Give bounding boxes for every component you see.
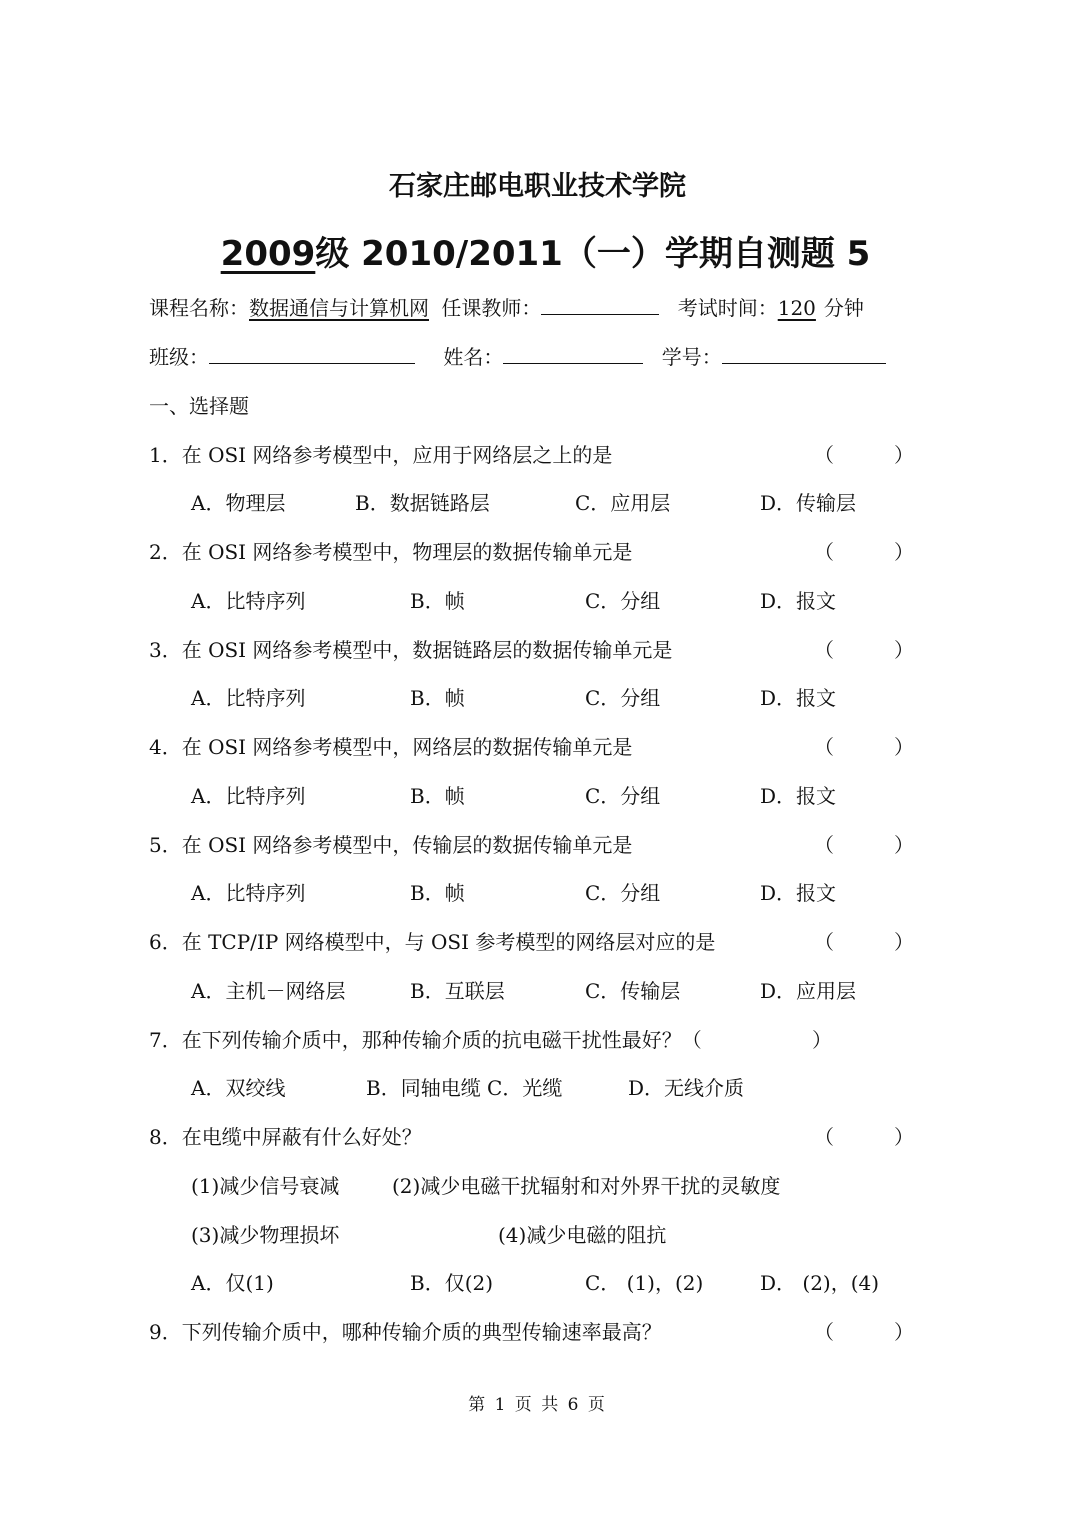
q8-item-3: (3)减少物理损坏 [191, 1223, 340, 1247]
name-label: 姓名： [443, 345, 504, 369]
question-1-stem: 1．在 OSI 网络参考模型中，应用于网络层之上的是 [149, 443, 613, 467]
q2-option-d[interactable]: D．报文 [760, 589, 837, 613]
id-blank[interactable] [722, 345, 886, 364]
q2-option-a[interactable]: A．比特序列 [191, 589, 306, 613]
section-title: 一、选择题 [149, 394, 249, 418]
q5-option-b[interactable]: B．帧 [410, 881, 465, 905]
answer-paren-close: ） [894, 443, 914, 467]
id-label: 学号： [661, 345, 722, 369]
question-6-stem: 6．在 TCP/IP 网络模型中，与 OSI 参考模型的网络层对应的是 [149, 930, 716, 954]
answer-paren-open: （ [814, 443, 834, 467]
q4-option-c[interactable]: C．分组 [585, 784, 661, 808]
school-name: 石家庄邮电职业技术学院 [389, 171, 686, 202]
q4-option-a[interactable]: A．比特序列 [191, 784, 306, 808]
course-info-line [149, 292, 864, 321]
q7-option-d[interactable]: D．无线介质 [628, 1076, 745, 1100]
q3-option-c[interactable]: C．分组 [585, 686, 661, 710]
q7-option-a[interactable]: A．双绞线 [191, 1076, 286, 1100]
q5-option-c[interactable]: C．分组 [585, 881, 661, 905]
exam-title [0, 226, 1075, 275]
question-5-stem: 5．在 OSI 网络参考模型中，传输层的数据传输单元是 [149, 833, 633, 857]
answer-paren-open: （ [814, 735, 834, 759]
answer-paren-close: ） [894, 833, 914, 857]
answer-paren-close: ） [894, 540, 914, 564]
q3-option-d[interactable]: D．报文 [760, 686, 837, 710]
class-label: 班级： [149, 345, 209, 369]
q8-item-1: (1)减少信号衰减 [191, 1174, 340, 1198]
time-label: 考试时间： [677, 296, 778, 320]
time-value: 120 [777, 296, 816, 320]
q3-option-b[interactable]: B．帧 [410, 686, 465, 710]
page-number: 第 1 页 共 6 页 [468, 1395, 607, 1415]
question-9-stem: 9．下列传输介质中，哪种传输介质的典型传输速率最高？ [149, 1320, 662, 1344]
q4-option-d[interactable]: D．报文 [760, 784, 837, 808]
answer-paren-close: ） [894, 1320, 914, 1344]
q8-item-4: (4)减少电磁的阻抗 [498, 1223, 667, 1247]
course-value: 数据通信与计算机网 [249, 296, 429, 320]
exam-title-rest: 级 2010/2011（一）学期自测题 5 [315, 234, 871, 274]
q1-option-c[interactable]: C．应用层 [575, 491, 671, 515]
q8-option-c[interactable]: C． (1)，(2) [585, 1271, 704, 1295]
q2-option-c[interactable]: C．分组 [585, 589, 661, 613]
answer-paren-open: （ [814, 638, 834, 662]
question-2-stem: 2．在 OSI 网络参考模型中，物理层的数据传输单元是 [149, 540, 633, 564]
answer-paren-open: （ [814, 833, 834, 857]
time-unit: 分钟 [823, 296, 864, 320]
q3-option-a[interactable]: A．比特序列 [191, 686, 306, 710]
q6-option-b[interactable]: B．互联层 [410, 979, 505, 1003]
exam-grade: 2009 [220, 234, 316, 274]
question-3-stem: 3．在 OSI 网络参考模型中，数据链路层的数据传输单元是 [149, 638, 673, 662]
answer-paren-close: ） [894, 735, 914, 759]
question-8-stem: 8．在电缆中屏蔽有什么好处？ [149, 1125, 422, 1149]
class-blank[interactable] [209, 345, 415, 364]
q8-option-d[interactable]: D． (2)，(4) [760, 1271, 880, 1295]
q4-option-b[interactable]: B．帧 [410, 784, 465, 808]
answer-paren-open: （ [814, 930, 834, 954]
answer-paren-open: （ [814, 540, 834, 564]
q1-option-a[interactable]: A．物理层 [191, 491, 286, 515]
answer-paren-close: ） [894, 1125, 914, 1149]
q6-option-c[interactable]: C．传输层 [585, 979, 681, 1003]
teacher-blank[interactable] [541, 296, 659, 315]
q2-option-b[interactable]: B．帧 [410, 589, 465, 613]
name-blank[interactable] [503, 345, 643, 364]
student-info-line [149, 341, 886, 370]
q8-option-b[interactable]: B．仅(2) [410, 1271, 494, 1295]
q8-option-a[interactable]: A．仅(1) [191, 1271, 274, 1295]
q6-option-d[interactable]: D．应用层 [760, 979, 857, 1003]
q1-option-d[interactable]: D．传输层 [760, 491, 857, 515]
answer-paren-close: ） [812, 1028, 832, 1052]
teacher-label: 任课教师： [441, 296, 542, 320]
answer-paren-open: （ [814, 1125, 834, 1149]
answer-paren-close: ） [894, 638, 914, 662]
course-label: 课程名称： [149, 296, 249, 320]
q5-option-a[interactable]: A．比特序列 [191, 881, 306, 905]
q6-option-a[interactable]: A．主机－网络层 [191, 979, 346, 1003]
answer-paren-open: （ [814, 1320, 834, 1344]
q5-option-d[interactable]: D．报文 [760, 881, 837, 905]
question-7-stem: 7．在下列传输介质中，那种传输介质的抗电磁干扰性最好？（ [149, 1028, 702, 1052]
question-4-stem: 4．在 OSI 网络参考模型中，网络层的数据传输单元是 [149, 735, 633, 759]
answer-paren-close: ） [894, 930, 914, 954]
q7-option-bc[interactable]: B．同轴电缆 C．光缆 [366, 1076, 563, 1100]
q8-item-2: (2)减少电磁干扰辐射和对外界干扰的灵敏度 [392, 1174, 781, 1198]
q1-option-b[interactable]: B．数据链路层 [355, 491, 490, 515]
